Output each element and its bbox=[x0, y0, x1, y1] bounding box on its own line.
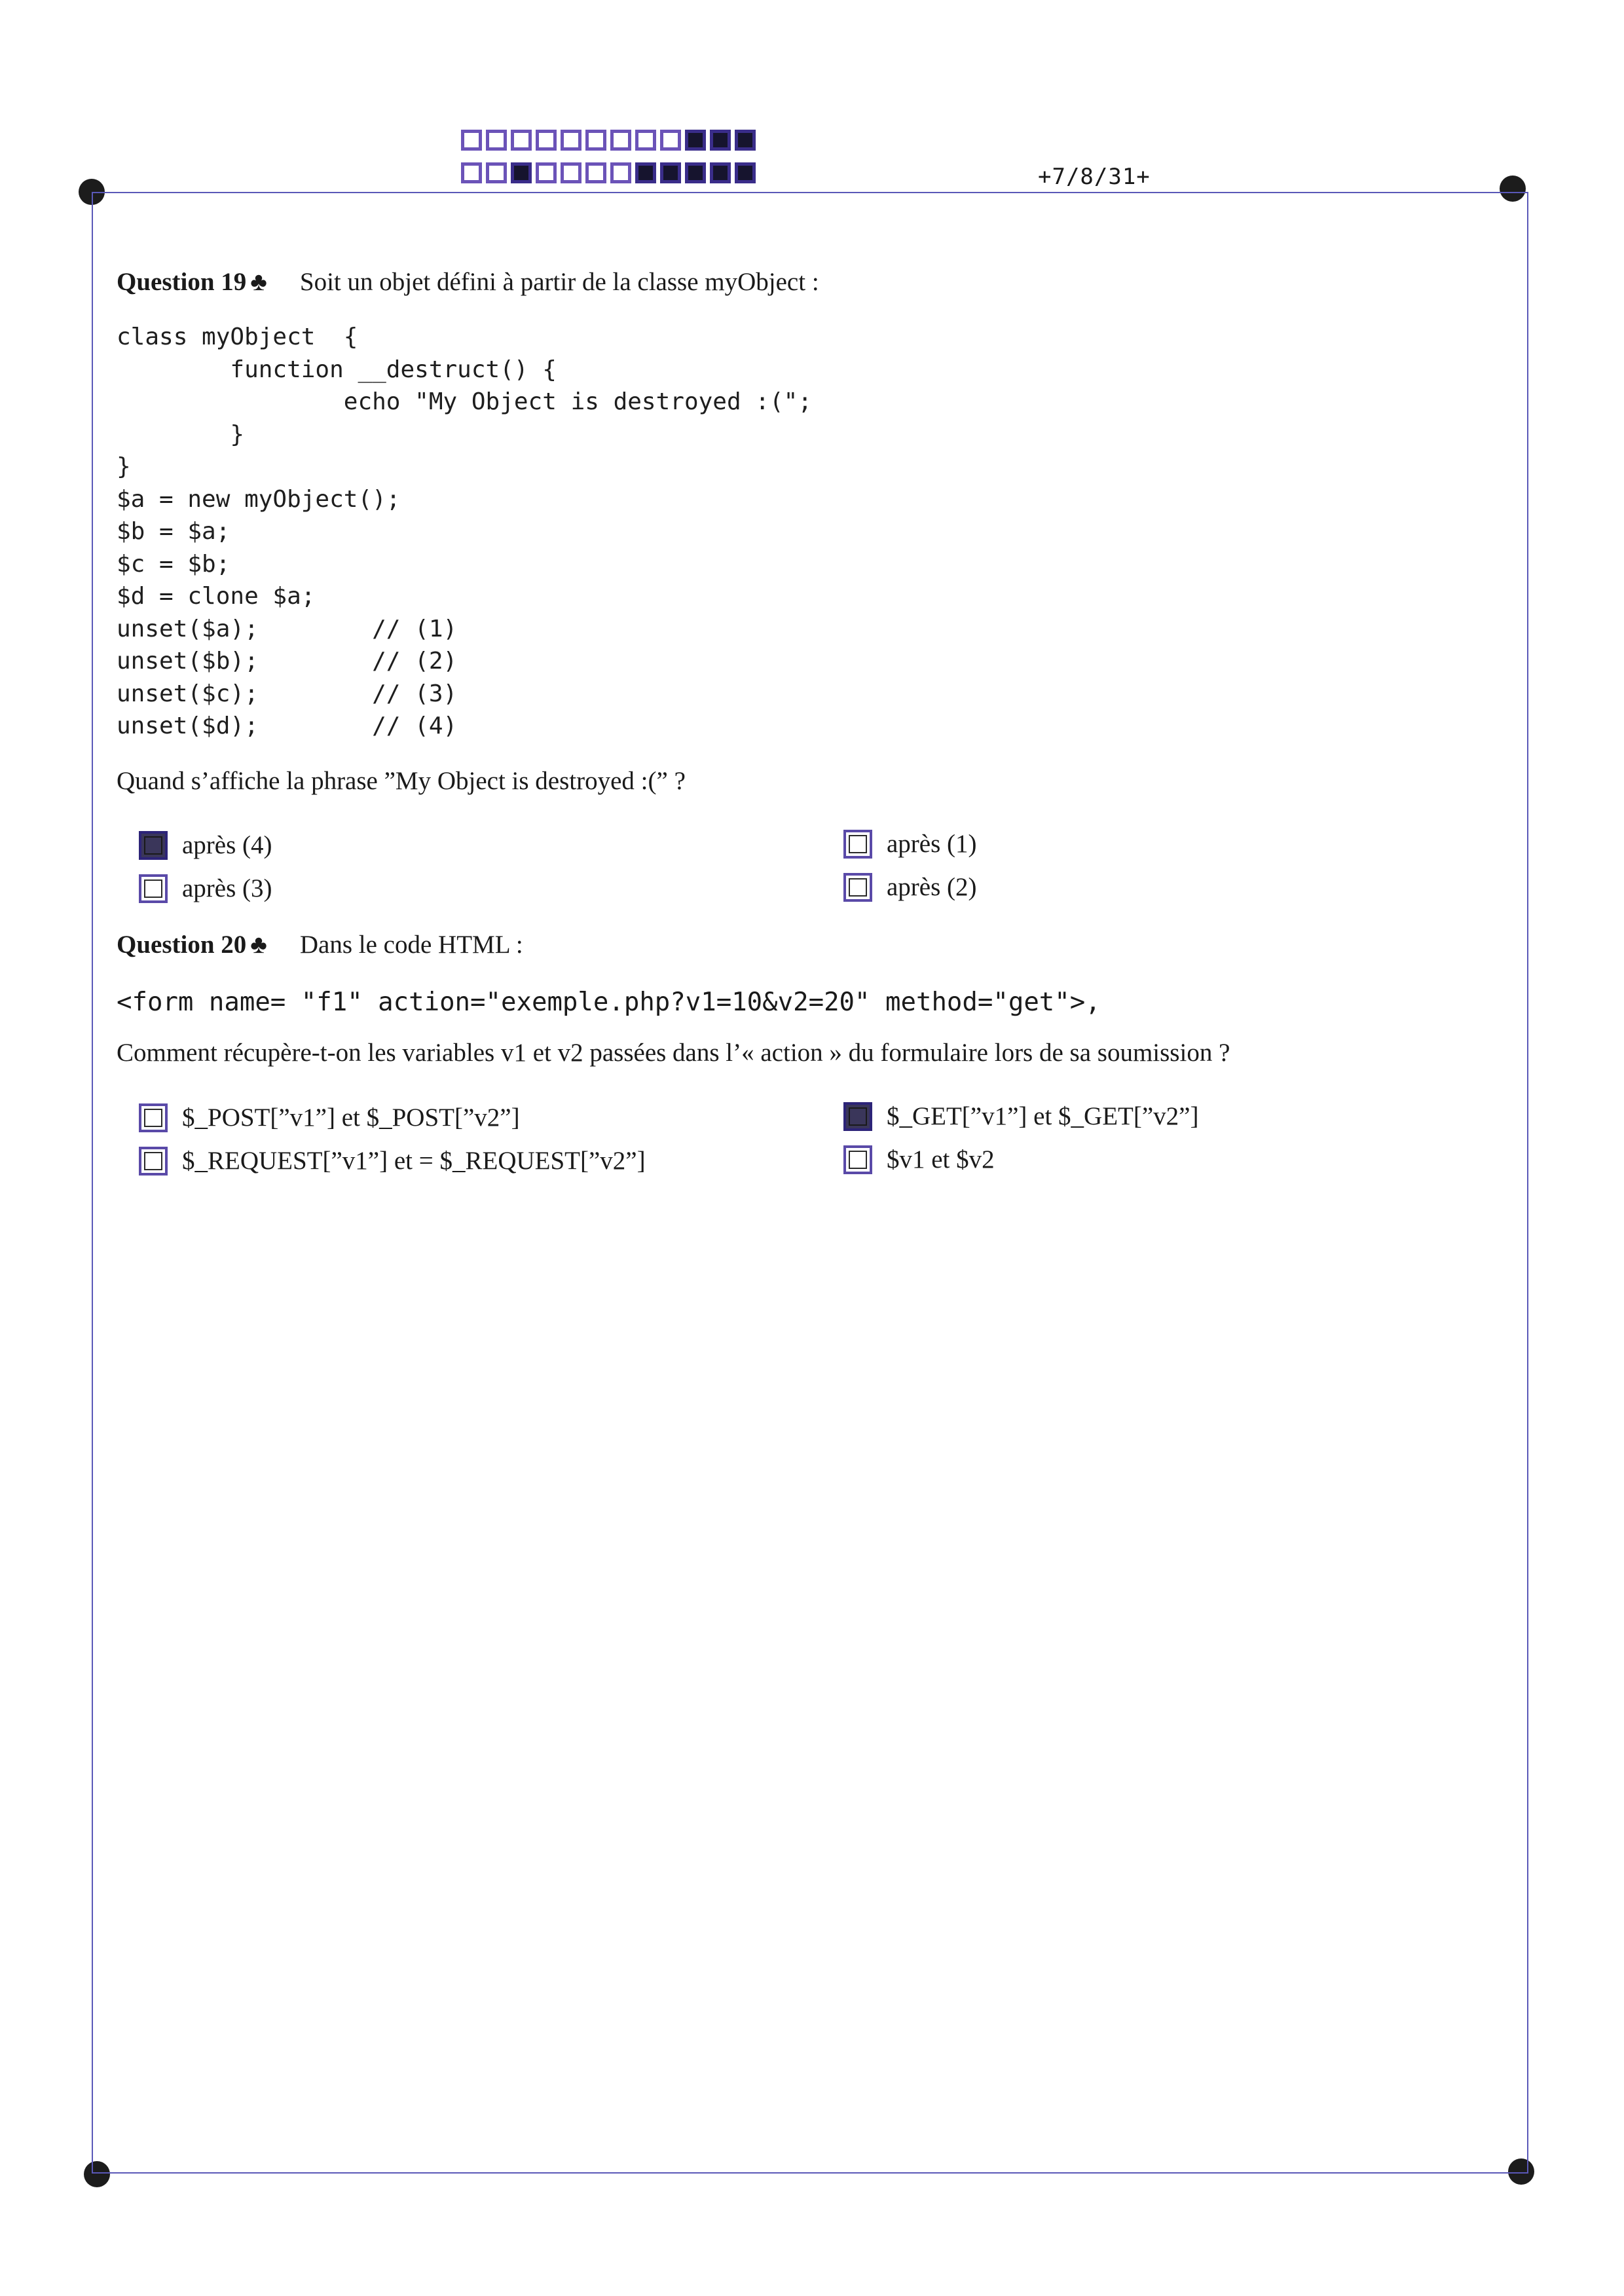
barcode-cell bbox=[561, 130, 581, 151]
q20-option-4[interactable] bbox=[843, 1145, 995, 1174]
question-19-header bbox=[117, 267, 819, 297]
barcode-cell bbox=[660, 130, 681, 151]
question-20-text: Comment récupère-t-on les variables v1 et v2 passées dans l’« action » du formulaire lors de sa soumission ? bbox=[117, 1039, 1230, 1067]
barcode-cell bbox=[635, 130, 656, 151]
sheet-id: +7/8/31+ bbox=[1038, 164, 1151, 190]
question-19-title bbox=[117, 268, 267, 296]
question-20-title bbox=[117, 931, 267, 959]
q19-option-4[interactable] bbox=[843, 872, 977, 902]
barcode-cell bbox=[710, 130, 731, 151]
barcode-cell bbox=[536, 162, 557, 183]
checkbox[interactable] bbox=[139, 1147, 168, 1176]
barcode-cell bbox=[735, 130, 756, 151]
barcode-cell bbox=[610, 162, 631, 183]
q20-option-1-label: $_POST[”v1”] et $_POST[”v2”] bbox=[182, 1103, 520, 1132]
q19-option-1[interactable] bbox=[139, 830, 272, 860]
barcode-cell bbox=[685, 162, 706, 183]
barcode-cell bbox=[561, 162, 581, 183]
checkbox[interactable] bbox=[139, 874, 168, 903]
q20-option-2-label: $_REQUEST[”v1”] et = $_REQUEST[”v2”] bbox=[182, 1147, 646, 1175]
barcode-cell bbox=[585, 162, 606, 183]
barcode-cell bbox=[660, 162, 681, 183]
q19-option-3-label: après (1) bbox=[887, 830, 977, 858]
question-19-text: Quand s’affiche la phrase ”My Object is destroyed :(” ? bbox=[117, 767, 686, 795]
barcode-cell bbox=[486, 130, 507, 151]
barcode-cell bbox=[610, 130, 631, 151]
barcode-cell bbox=[536, 130, 557, 151]
q20-option-1[interactable] bbox=[139, 1103, 520, 1132]
checkbox[interactable] bbox=[139, 831, 168, 860]
q20-option-3-label: $_GET[”v1”] et $_GET[”v2”] bbox=[887, 1102, 1199, 1130]
barcode-row-2 bbox=[461, 162, 756, 183]
q19-option-3[interactable] bbox=[843, 829, 977, 859]
question-20-header bbox=[117, 930, 523, 959]
question-20-code: <form name= "f1" action="exemple.php?v1=10&v2=20" method="get">, bbox=[117, 988, 1101, 1017]
question-20-number: Question 20 bbox=[117, 931, 247, 959]
q19-option-2-label: après (3) bbox=[182, 874, 272, 902]
checkbox[interactable] bbox=[843, 830, 872, 859]
barcode-cell bbox=[635, 162, 656, 183]
q20-option-4-label: $v1 et $v2 bbox=[887, 1145, 995, 1174]
q19-option-4-label: après (2) bbox=[887, 873, 977, 901]
q20-option-2[interactable] bbox=[139, 1146, 646, 1176]
barcode-cell bbox=[461, 130, 482, 151]
question-19-prompt: Soit un objet défini à partir de la classe myObject : bbox=[299, 268, 819, 296]
question-19-code: class myObject { function __destruct() { echo "My Object is destroyed :("; } } $a = new myObject(); $b = $a; $c = $b; $d = clone $a; unset($a); // (1) unset($b); // (2) unset($c); // (3) unset($d); // (4) bbox=[117, 324, 813, 739]
question-19-number: Question 19 bbox=[117, 268, 247, 296]
club-icon: ♣ bbox=[250, 268, 267, 296]
question-20-prompt: Dans le code HTML : bbox=[299, 931, 523, 959]
barcode-cell bbox=[685, 130, 706, 151]
barcode-cell bbox=[511, 162, 532, 183]
q19-option-2[interactable] bbox=[139, 874, 272, 903]
checkbox[interactable] bbox=[843, 1102, 872, 1131]
barcode-row-1 bbox=[461, 130, 756, 151]
checkbox[interactable] bbox=[139, 1103, 168, 1132]
checkbox[interactable] bbox=[843, 1145, 872, 1174]
barcode-cell bbox=[511, 130, 532, 151]
barcode-cell bbox=[461, 162, 482, 183]
q19-option-1-label: après (4) bbox=[182, 831, 272, 859]
barcode-cell bbox=[710, 162, 731, 183]
checkbox[interactable] bbox=[843, 873, 872, 902]
q20-option-3[interactable] bbox=[843, 1102, 1198, 1131]
barcode-cell bbox=[735, 162, 756, 183]
barcode-cell bbox=[486, 162, 507, 183]
club-icon: ♣ bbox=[250, 931, 267, 959]
barcode-cell bbox=[585, 130, 606, 151]
